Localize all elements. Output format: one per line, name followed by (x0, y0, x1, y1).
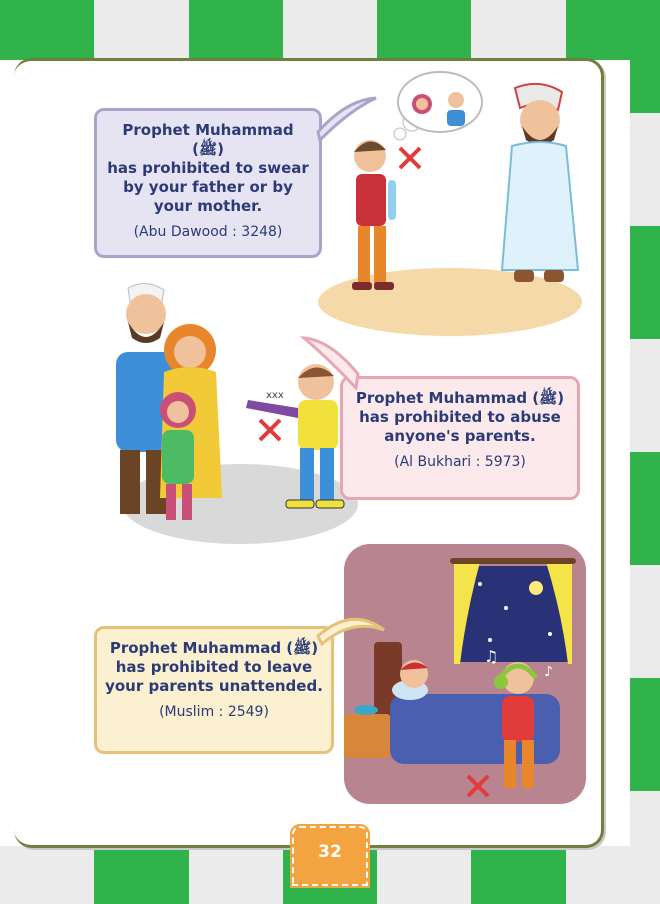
bubble-line: has prohibited to abuse (359, 408, 561, 426)
panel-3-illustration (340, 544, 590, 814)
page-number: 32 (318, 842, 342, 862)
speech-bubble-tail (300, 330, 360, 390)
svg-text:♪: ♪ (544, 664, 553, 680)
hadith-reference: (Abu Dawood : 3248) (133, 224, 283, 240)
speech-marks: xxx (266, 390, 284, 401)
bubble-line: Prophet Muhammad (ﷺ) (109, 639, 319, 657)
bubble-line: anyone's parents. (384, 427, 536, 445)
hadith-reference: (Al Bukhari : 5973) (394, 454, 526, 470)
bubble-line: your parents unattended. (105, 677, 323, 695)
speech-bubble-tail (316, 606, 386, 646)
bubble-line: your mother. (153, 197, 263, 215)
top-checker-border (0, 0, 660, 60)
right-checker-border (630, 0, 660, 904)
bubble-line: by your father or by (123, 178, 293, 196)
speech-bubble-tail (316, 92, 378, 142)
bubble-line: Prophet Muhammad (ﷺ) (122, 121, 294, 158)
hadith-reference: (Muslim : 2549) (159, 704, 269, 720)
speech-bubble-swear (94, 108, 322, 258)
speech-bubble-abuse (340, 376, 580, 500)
speech-bubble-unattended (94, 626, 334, 754)
svg-text:♫: ♫ (484, 647, 499, 666)
bubble-line: has prohibited to swear (107, 159, 309, 177)
bubble-line: has prohibited to leave (115, 658, 313, 676)
panel-2-illustration (90, 280, 360, 550)
bubble-line: Prophet Muhammad (ﷺ) (355, 389, 565, 407)
